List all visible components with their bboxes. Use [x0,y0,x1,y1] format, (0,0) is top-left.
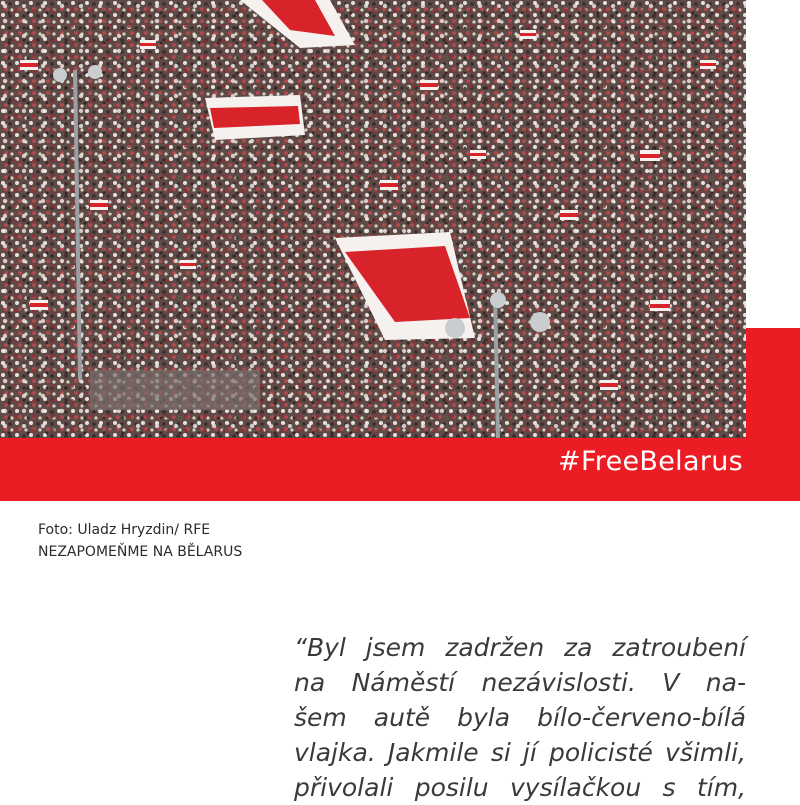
quote-block [294,630,746,805]
quote-line: šem autě byla bílo-červeno-bílá [294,703,746,732]
quote-line: vlajka. Jakmile si jí policisté všimli, [294,738,746,767]
campaign-subtitle: NEZAPOMEŇME NA BĚLARUS [38,544,243,560]
red-accent-band [746,328,800,438]
hashtag-text: #FreeBelarus [558,446,743,477]
quote-line: “Byl jsem zadržen za zatroubení [294,633,746,662]
quote-line: na Náměstí nezávislosti. V na- [294,668,746,697]
photo-credit: Foto: Uladz Hryzdin/ RFE [38,522,211,538]
photo-credit-block [38,519,242,563]
quote-line: přivolali posilu vysílačkou s tím, [294,773,746,802]
